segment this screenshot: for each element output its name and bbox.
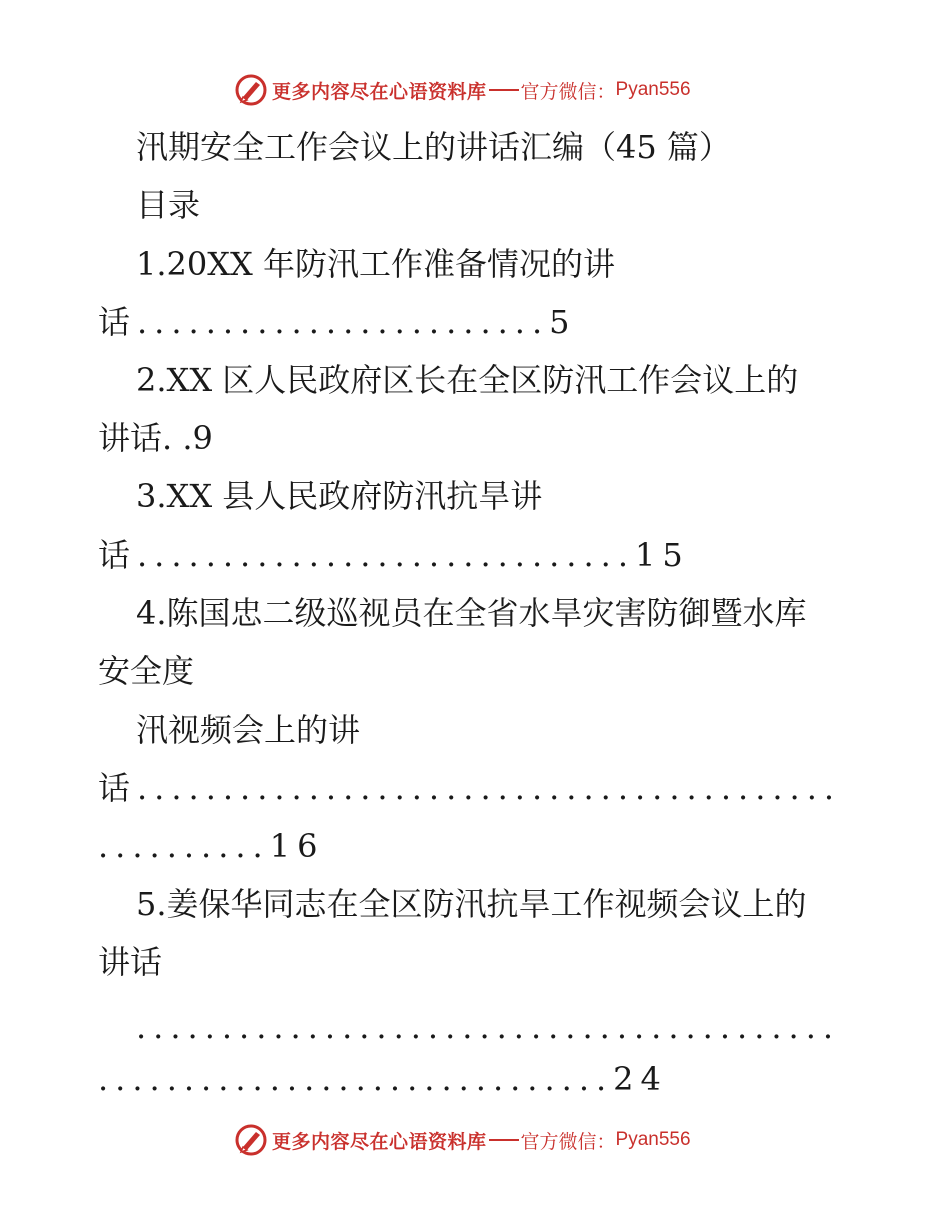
toc-line: 安全度 bbox=[98, 652, 195, 690]
toc-line: 1.20XX 年防汛工作准备情况的讲 bbox=[136, 245, 615, 283]
toc-line: 4.陈国忠二级巡视员在全省水旱灾害防御暨水库 bbox=[136, 594, 807, 632]
banner-wechat-id: Pyan556 bbox=[615, 79, 691, 100]
toc-line: ......................................... bbox=[136, 1008, 841, 1046]
header-banner bbox=[234, 72, 691, 108]
pen-circle-icon bbox=[234, 73, 268, 107]
toc-line: 汛视频会上的讲 bbox=[136, 711, 361, 749]
toc-line: 3.XX 县人民政府防汛抗旱讲 bbox=[136, 477, 543, 515]
pen-circle-icon bbox=[234, 1123, 268, 1157]
banner-divider bbox=[489, 1139, 519, 1141]
banner-main-text: 更多内容尽在心语资料库 bbox=[272, 80, 487, 103]
toc-line: 话.............................15 bbox=[98, 536, 690, 574]
toc-line: 话........................5 bbox=[98, 303, 577, 341]
banner-divider bbox=[489, 89, 519, 91]
toc-line: 讲话 bbox=[98, 943, 163, 981]
toc-line: 2.XX 区人民政府区长在全区防汛工作会议上的 bbox=[136, 361, 799, 399]
toc-line: ..............................24 bbox=[98, 1060, 668, 1098]
footer-banner bbox=[234, 1122, 691, 1158]
toc-line: 5.姜保华同志在全区防汛抗旱工作视频会议上的 bbox=[136, 885, 807, 923]
toc-line: 话......................................... bbox=[98, 769, 842, 807]
banner-main-text: 更多内容尽在心语资料库 bbox=[272, 1130, 487, 1153]
banner-sub-text: 官方微信： bbox=[520, 1130, 616, 1153]
banner-wechat-id: Pyan556 bbox=[615, 1129, 691, 1150]
document-title: 汛期安全工作会议上的讲话汇编（45 篇） bbox=[136, 128, 731, 166]
toc-line: ..........16 bbox=[98, 827, 325, 865]
banner-sub-text: 官方微信： bbox=[520, 80, 616, 103]
toc-line: 讲话. .9 bbox=[98, 419, 213, 457]
toc-heading: 目录 bbox=[136, 186, 201, 224]
